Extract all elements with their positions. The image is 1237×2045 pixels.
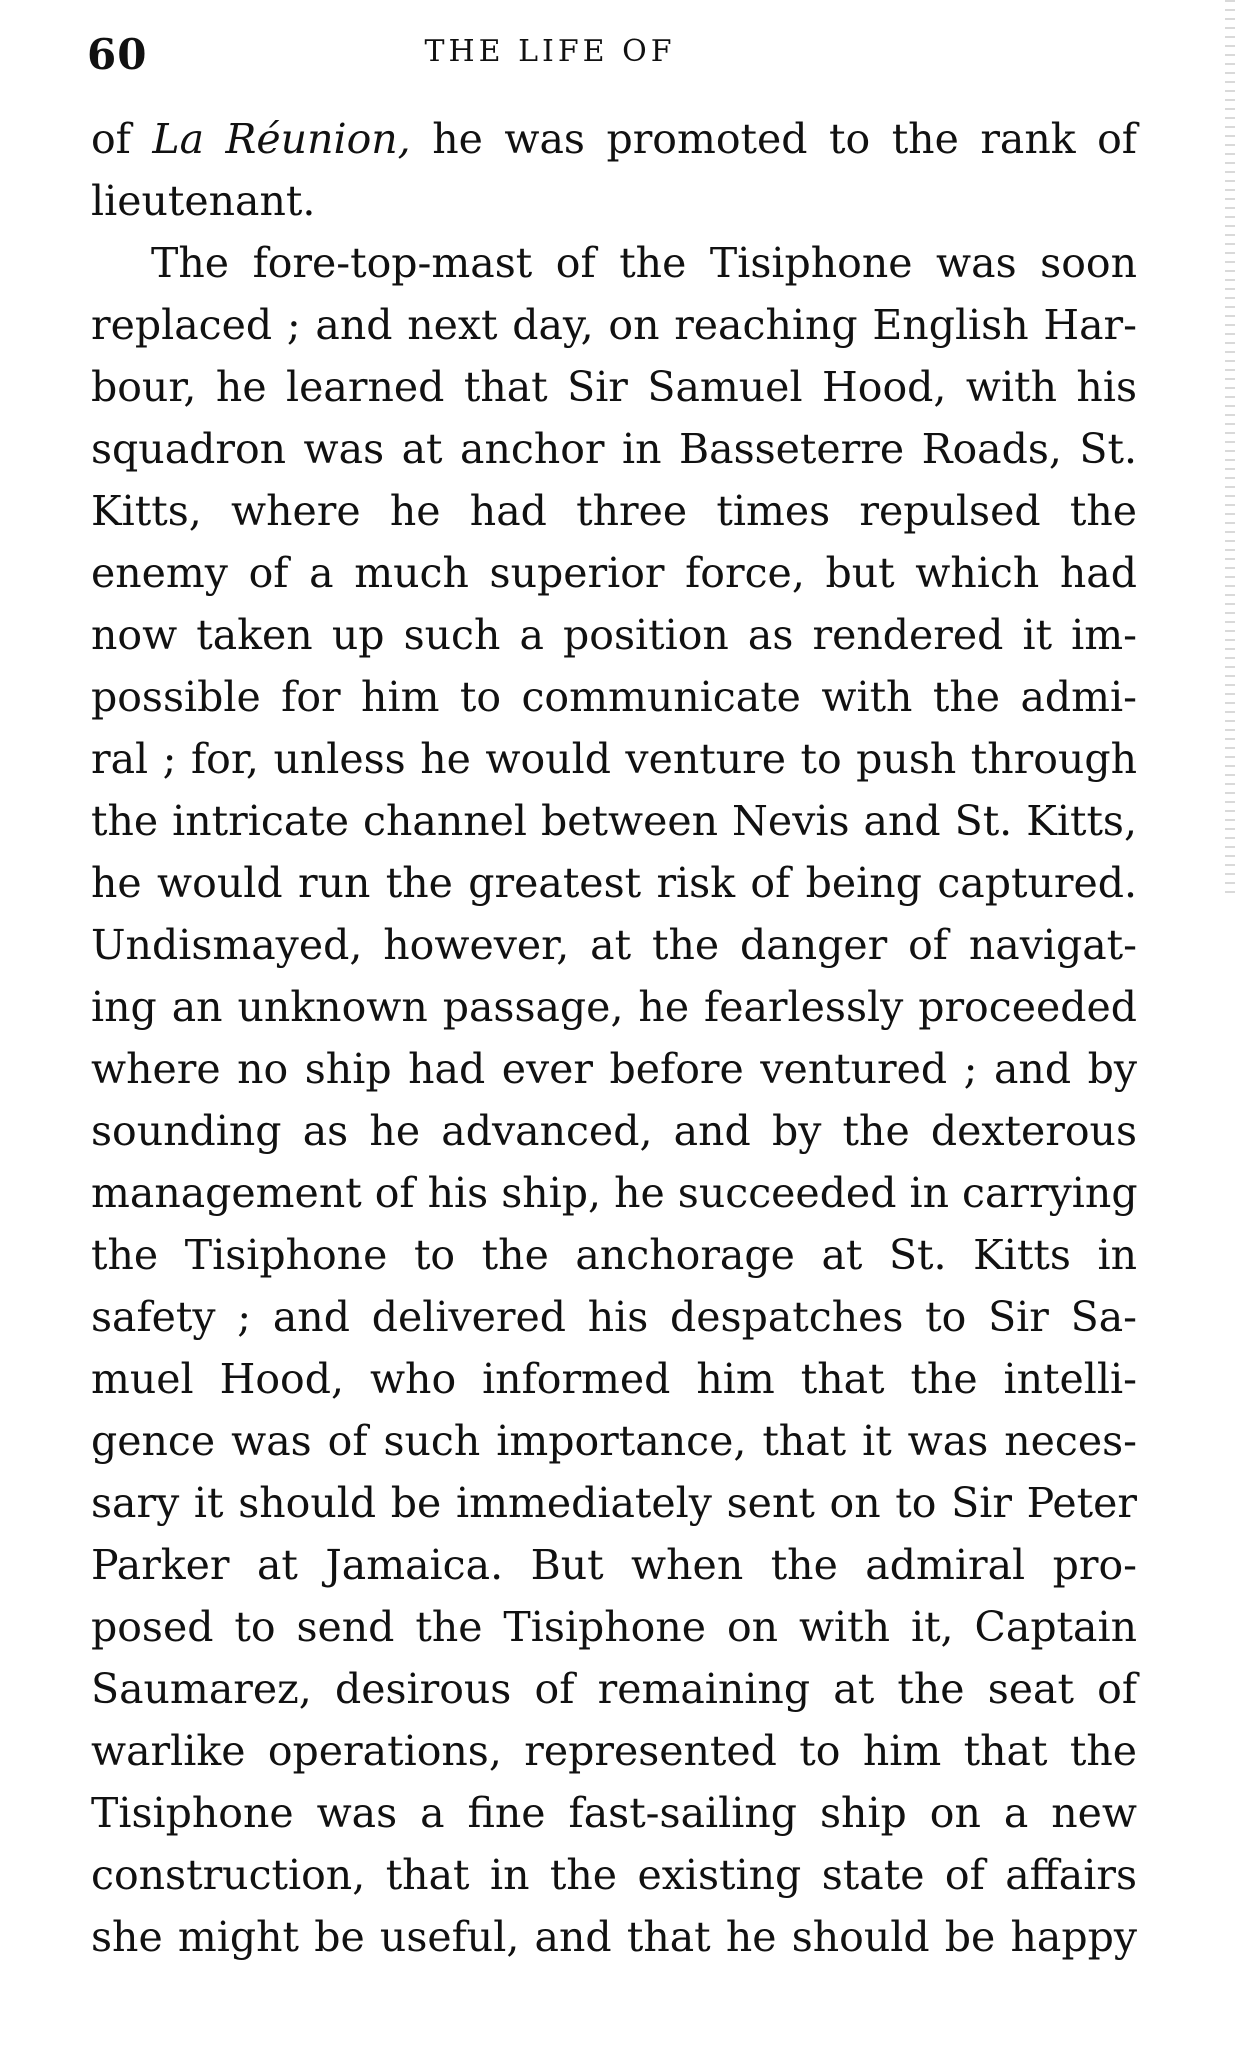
text-line: of La Réunion, he was promoted to the rank of bbox=[91, 115, 1137, 163]
text-line: where no ship had ever before ventured ; and by bbox=[91, 1045, 1137, 1093]
text-line: Parker at Jamaica. But when the admiral pro- bbox=[91, 1541, 1137, 1589]
page-edge-shadow bbox=[1225, 0, 1235, 900]
text-line: The fore-top-mast of the Tisiphone was soon bbox=[151, 239, 1137, 287]
text-line: ral ; for, unless he would venture to push through bbox=[91, 735, 1137, 783]
text-line: Saumarez, desirous of remaining at the seat of bbox=[91, 1665, 1137, 1713]
text-line: muel Hood, who informed him that the intelli- bbox=[91, 1355, 1137, 1403]
text-line: Kitts, where he had three times repulsed the bbox=[91, 487, 1137, 535]
text-line: warlike operations, represented to him that the bbox=[91, 1727, 1137, 1775]
text-line: squadron was at anchor in Basseterre Roads, St. bbox=[91, 425, 1137, 473]
text-line: he would run the greatest risk of being captured. bbox=[91, 859, 1137, 907]
text-line: sounding as he advanced, and by the dexterous bbox=[91, 1107, 1137, 1155]
text-line: enemy of a much superior force, but which had bbox=[91, 549, 1137, 597]
text-line: the intricate channel between Nevis and St. Kitts, bbox=[91, 797, 1137, 845]
text-line: replaced ; and next day, on reaching English Har- bbox=[91, 301, 1137, 349]
text-line: gence was of such importance, that it was neces- bbox=[91, 1417, 1137, 1465]
running-title: THE LIFE OF bbox=[424, 34, 676, 69]
text-line: the Tisiphone to the anchorage at St. Kitts in bbox=[91, 1231, 1137, 1279]
italic-place-name: La Réunion, bbox=[152, 115, 411, 163]
text-line: now taken up such a position as rendered it im- bbox=[91, 611, 1137, 659]
text-line: construction, that in the existing state of affairs bbox=[91, 1851, 1137, 1899]
text-line: Tisiphone was a fine fast-sailing ship on a new bbox=[91, 1789, 1137, 1837]
text-line: ing an unknown passage, he fearlessly proceeded bbox=[91, 983, 1137, 1031]
text-line: possible for him to communicate with the admi- bbox=[91, 673, 1137, 721]
text-line: sary it should be immediately sent on to Sir Peter bbox=[91, 1479, 1137, 1527]
text-line: Undismayed, however, at the danger of navigat- bbox=[91, 921, 1137, 969]
text-line: safety ; and delivered his despatches to Sir Sa- bbox=[91, 1293, 1137, 1341]
text-line: she might be useful, and that he should be happy bbox=[91, 1913, 1137, 1961]
text-line: lieutenant. bbox=[91, 177, 316, 225]
body-text bbox=[91, 108, 1137, 1968]
page-number: 60 bbox=[87, 30, 148, 79]
text-line: posed to send the Tisiphone on with it, Captain bbox=[91, 1603, 1137, 1651]
text-line: bour, he learned that Sir Samuel Hood, with his bbox=[91, 363, 1137, 411]
text-line: management of his ship, he succeeded in carrying bbox=[91, 1169, 1138, 1217]
